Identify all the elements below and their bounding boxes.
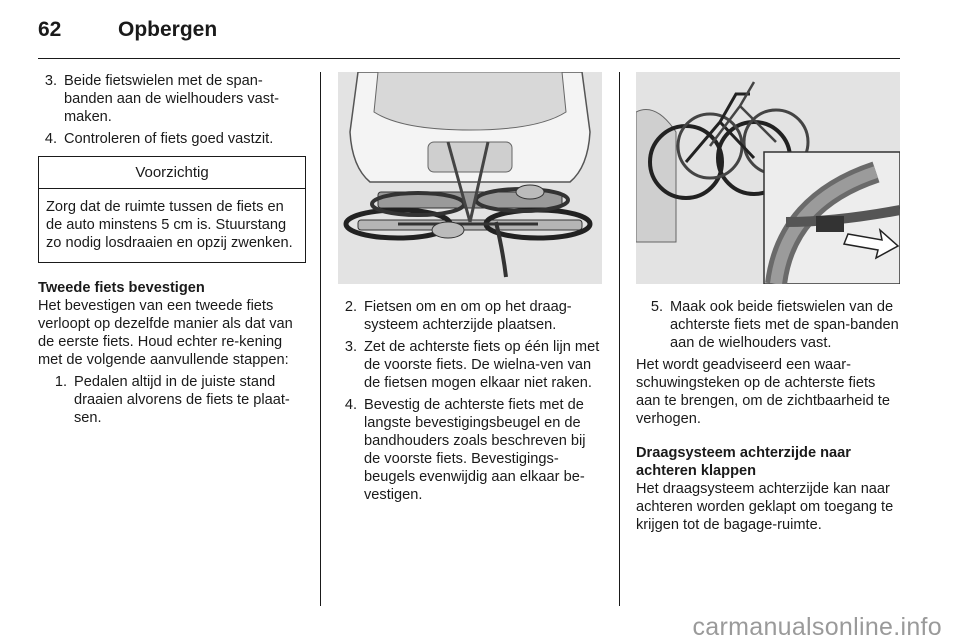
watermark: carmanualsonline.info [692,613,942,641]
bike-rack-image [338,72,602,284]
list-item: 4. Controleren of fiets goed vastzit. [44,131,274,147]
bike-carrier-top-view-illustration [338,72,602,284]
column-1 [38,72,306,431]
step-list [644,298,902,352]
page-title: Opbergen [118,18,218,41]
caution-text: Zorg dat de ruimte tussen de fiets en de auto minstens 5 cm is. Stuurstang zo nodig losdraaien en opzij zwenken. [46,199,293,251]
column-divider-2 [619,72,620,606]
bike-strap-image [636,72,900,284]
section-text: Het draagsysteem achterzijde kan naar achteren worden geklapt om toegang te krijgen tot de bagage-ruimte. [636,481,894,533]
list-item: 4. Bevestig de achterste fiets met de langste bevestigingsbeugel en de bandhouders zoals beschreven bij de voorste fiets. Bevestigings-beugels evenwijdig aan elkaar be-vestigen. [344,397,586,503]
section-heading: Tweede fiets bevestigen [38,280,205,296]
page-number: 62 [38,18,62,41]
list-item: 2. Fietsen om en om op het draag-systeem achterzijde plaatsen. [344,299,572,333]
page-header [38,18,217,48]
header-divider [38,58,900,59]
column-divider-1 [320,72,321,606]
column-3 [636,72,902,534]
caution-box [38,156,306,263]
bike-strap-detail-illustration [636,72,900,284]
step-list [38,72,306,148]
step-list [48,373,306,427]
column-2 [338,72,604,508]
section-heading: Draagsysteem achterzijde naar achteren klappen [636,445,851,479]
list-item: 3. Beide fietswielen met de span-banden aan de wielhouders vast-maken. [44,73,280,125]
caution-title: Voorzichtig [39,157,305,189]
step-list [338,298,604,504]
list-item: 5. Maak ook beide fietswielen van de achterste fiets met de span-banden aan de wielhouders vast. [650,299,899,351]
list-item: 1. Pedalen altijd in de juiste stand draaien alvorens de fiets te plaat-sen. [54,374,290,426]
list-item: 3. Zet de achterste fiets op één lijn met de voorste fiets. De wielna-ven van de fietsen mogen elkaar niet raken. [344,339,600,391]
advice-text: Het wordt geadviseerd een waar-schuwingsteken op de achterste fiets aan te brengen, om de zichtbaarheid te verhogen. [636,357,890,427]
section-text: Het bevestigen van een tweede fiets verloopt op dezelfde manier als dat van de eerste fiets. Houd echter re-kening met de volgende aanvullende stappen: [38,298,293,368]
